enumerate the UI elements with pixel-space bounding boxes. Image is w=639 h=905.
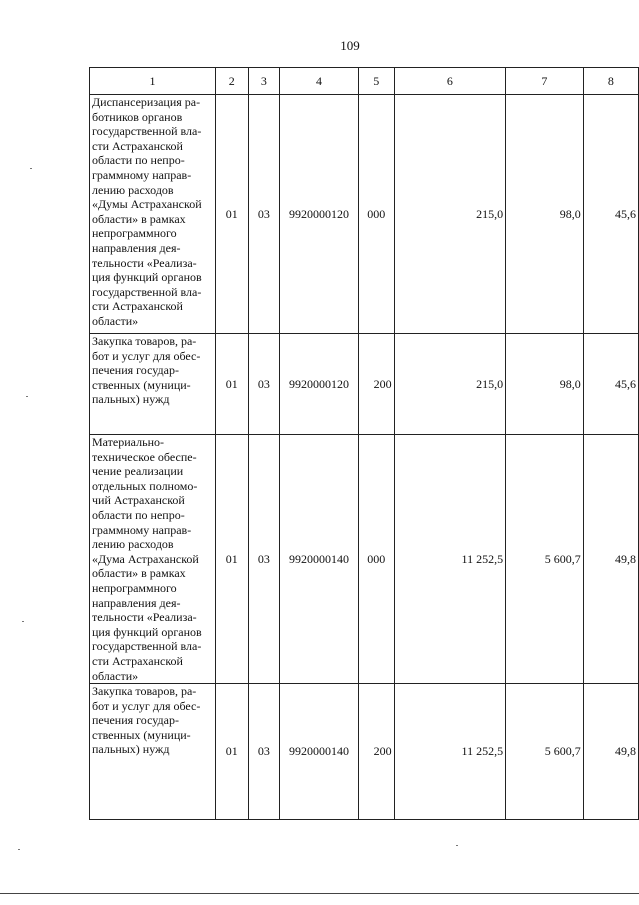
expense-type-cell: 200 <box>358 334 394 435</box>
column-header-name: 1 <box>90 68 216 95</box>
amount-plan-cell: 215,0 <box>394 334 505 435</box>
section-cell: 01 <box>216 435 249 684</box>
column-header-subsection: 3 <box>248 68 280 95</box>
row-name-cell: Закупка товаров, ра- бот и услуг для обес- печения государ- ственных (муници- пальных) нужд <box>90 334 216 435</box>
column-header-expense-type: 5 <box>358 68 394 95</box>
scan-bottom-edge <box>0 893 639 894</box>
scan-speck <box>22 621 24 622</box>
target-article-cell: 9920000140 <box>280 435 359 684</box>
percent-cell: 49,8 <box>583 435 638 684</box>
expense-type-cell: 000 <box>358 435 394 684</box>
expense-type-cell: 000 <box>358 95 394 334</box>
column-header-amount-plan: 6 <box>394 68 505 95</box>
row-name-cell: Материально- техническое обеспе- чение реализации отдельных полномо- чий Астраханской области по непро- граммному направ- лению расходов «Дума Астраханской области» в рамках непрограммного направления дея- тельности «Реализа- ция функций органов государственной вла- сти Астраханской области» <box>90 435 216 684</box>
amount-actual-cell: 98,0 <box>506 95 584 334</box>
table-row <box>90 95 639 334</box>
subsection-cell: 03 <box>248 684 280 820</box>
table-row <box>90 334 639 435</box>
column-header-target-article: 4 <box>280 68 359 95</box>
amount-actual-cell: 98,0 <box>506 334 584 435</box>
section-cell: 01 <box>216 684 249 820</box>
table-row <box>90 435 639 684</box>
scan-speck <box>30 168 32 169</box>
amount-actual-cell: 5 600,7 <box>506 684 584 820</box>
expense-type-cell: 200 <box>358 684 394 820</box>
table-header-row <box>90 68 639 95</box>
row-name-cell: Закупка товаров, ра- бот и услуг для обес- печения государ- ственных (муници- пальных) нужд <box>90 684 216 820</box>
scan-speck <box>26 396 28 397</box>
section-cell: 01 <box>216 334 249 435</box>
amount-actual-cell: 5 600,7 <box>506 435 584 684</box>
amount-plan-cell: 11 252,5 <box>394 435 505 684</box>
amount-plan-cell: 11 252,5 <box>394 684 505 820</box>
column-header-section: 2 <box>216 68 249 95</box>
budget-table <box>89 67 639 820</box>
column-header-percent: 8 <box>583 68 638 95</box>
page-number: 109 <box>340 38 360 53</box>
subsection-cell: 03 <box>248 435 280 684</box>
subsection-cell: 03 <box>248 334 280 435</box>
percent-cell: 45,6 <box>583 334 638 435</box>
row-name-cell: Диспансеризация ра- ботников органов государственной вла- сти Астраханской области по непро- граммному направ- лению расходов «Думы Астраханской области» в рамках непрограммного направления дея- тельности «Реализа- ция функций органов государственной вла- сти Астраханской области» <box>90 95 216 334</box>
section-cell: 01 <box>216 95 249 334</box>
target-article-cell: 9920000140 <box>280 684 359 820</box>
column-header-amount-actual: 7 <box>506 68 584 95</box>
subsection-cell: 03 <box>248 95 280 334</box>
scan-speck <box>18 849 20 850</box>
target-article-cell: 9920000120 <box>280 334 359 435</box>
percent-cell: 49,8 <box>583 684 638 820</box>
amount-plan-cell: 215,0 <box>394 95 505 334</box>
target-article-cell: 9920000120 <box>280 95 359 334</box>
scan-speck <box>456 845 458 846</box>
table-row <box>90 684 639 820</box>
percent-cell: 45,6 <box>583 95 638 334</box>
